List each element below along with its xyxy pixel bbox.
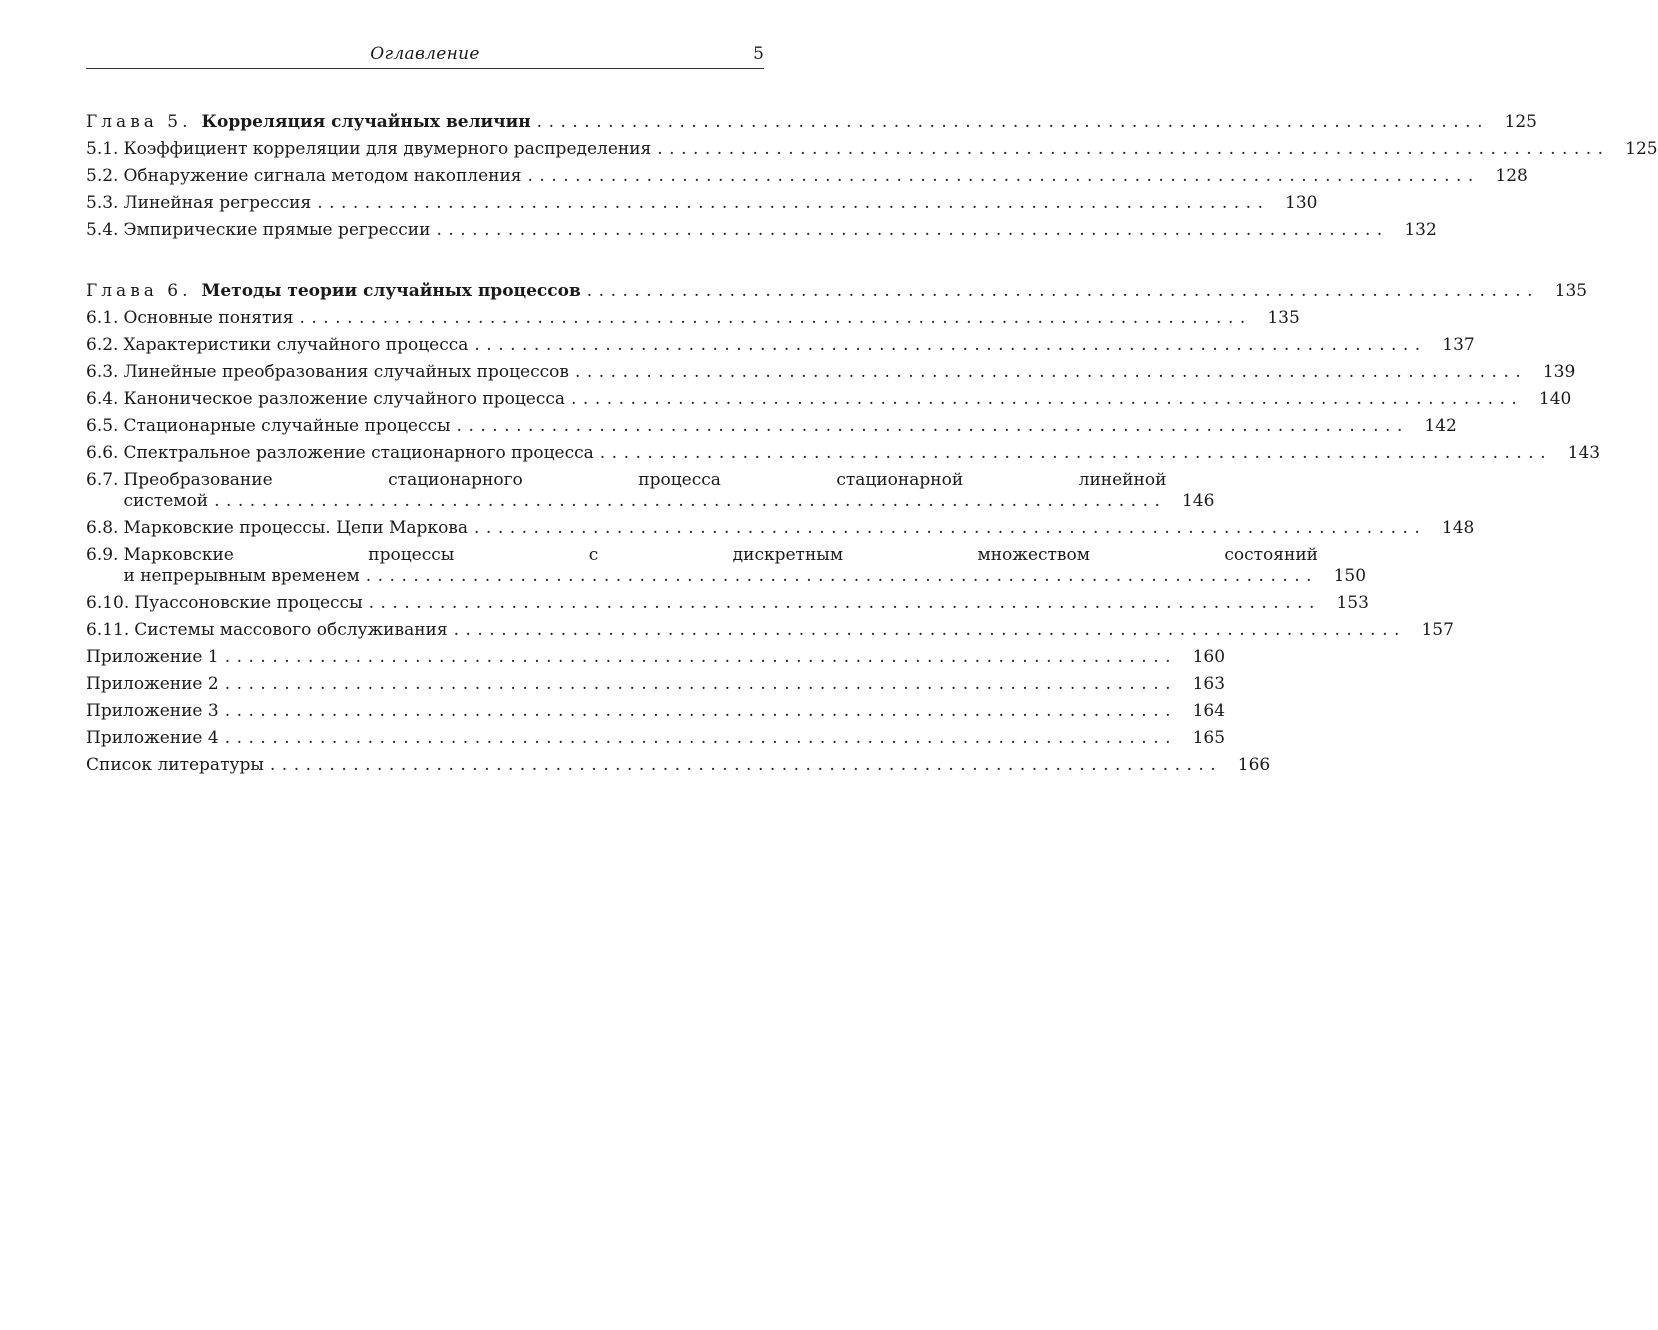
toc-page: 125 — [1504, 112, 1537, 132]
toc-section-row[interactable] — [86, 386, 1572, 413]
dot-leader: ................................................................................ — [536, 112, 1489, 132]
toc-section-row[interactable] — [86, 545, 1367, 587]
toc-page: 143 — [1567, 443, 1601, 463]
section-title: Стационарные случайные процессы — [123, 416, 451, 436]
running-title: Оглавление — [370, 44, 480, 64]
page — [86, 0, 1658, 779]
section-number: 6.4. — [86, 389, 119, 409]
toc-section-row[interactable] — [86, 190, 1318, 217]
toc-page: 146 — [1181, 491, 1215, 511]
toc-chapter-row[interactable] — [86, 278, 1588, 305]
toc-appendix-row[interactable] — [86, 644, 1226, 671]
section-number: 5.4. — [86, 220, 119, 240]
appendix-title: Приложение 4 — [86, 728, 219, 748]
section-number: 6.8. — [86, 518, 119, 538]
section-title: Каноническое разложение случайного процесса — [123, 389, 566, 409]
dot-leader: ................................................................................ — [224, 701, 1178, 721]
toc-section-row[interactable] — [86, 217, 1437, 244]
table-of-contents — [86, 109, 1658, 779]
title-word: процессы — [368, 545, 455, 565]
page-number: 5 — [753, 44, 764, 64]
title-word: процесса — [638, 470, 721, 490]
section-number: 6.1. — [86, 308, 119, 328]
section-number: 6.6. — [86, 443, 119, 463]
toc-page: 125 — [1625, 139, 1658, 159]
section-title-line1 — [123, 545, 1318, 566]
section-title: Эмпирические прямые регрессии — [123, 220, 431, 240]
toc-page: 157 — [1421, 620, 1454, 640]
section-title: Пуассоновские процессы — [134, 593, 363, 613]
section-title: Обнаружение сигнала методом накопления — [123, 166, 522, 186]
section-number: 5.3. — [86, 193, 119, 213]
section-number: 5.2. — [86, 166, 119, 186]
chapter-5 — [86, 109, 1658, 244]
section-number: 6.7. — [86, 470, 119, 490]
toc-section-row[interactable] — [86, 440, 1601, 467]
title-word: стационарного — [388, 470, 523, 490]
dot-leader: ................................................................................ — [586, 281, 1540, 301]
running-head — [86, 0, 764, 69]
dot-leader: ................................................................................ — [317, 193, 1270, 213]
dot-leader: ................................................................................ — [657, 139, 1610, 159]
chapter-title: Методы теории случайных процессов — [201, 281, 581, 301]
appendix-block — [86, 644, 1271, 779]
dot-leader: ................................................................................ — [299, 308, 1252, 328]
section-title-line2: системой — [123, 491, 209, 511]
toc-page: 130 — [1285, 193, 1318, 213]
dot-leader: ................................................................................ — [214, 491, 1167, 511]
title-word: стационарной — [836, 470, 964, 490]
section-title: Основные понятия — [123, 308, 294, 328]
toc-appendix-row[interactable] — [86, 698, 1226, 725]
section-title: Коэффициент корреляции для двумерного распределения — [123, 139, 652, 159]
toc-section-row[interactable] — [86, 359, 1576, 386]
section-number: 6.3. — [86, 362, 119, 382]
toc-section-row[interactable] — [86, 305, 1300, 332]
toc-page: 164 — [1192, 701, 1226, 721]
section-number: 5.1. — [86, 139, 119, 159]
dot-leader: ................................................................................ — [224, 674, 1178, 694]
chapter-label: Глава 6. — [86, 281, 192, 301]
dot-leader: ................................................................................ — [224, 647, 1178, 667]
dot-leader: ................................................................................ — [224, 728, 1178, 748]
chapter-title: Корреляция случайных величин — [201, 112, 531, 132]
toc-page: 139 — [1542, 362, 1576, 382]
section-title: Характеристики случайного процесса — [123, 335, 469, 355]
dot-leader: ................................................................................ — [474, 518, 1427, 538]
toc-page: 153 — [1336, 593, 1369, 613]
dot-leader: ................................................................................ — [436, 220, 1389, 240]
toc-page: 135 — [1267, 308, 1300, 328]
dot-leader: ................................................................................ — [453, 620, 1406, 640]
toc-appendix-row[interactable] — [86, 671, 1226, 698]
dot-leader: ................................................................................ — [365, 566, 1319, 586]
section-number: 6.9. — [86, 545, 119, 565]
toc-chapter-row[interactable] — [86, 109, 1537, 136]
dot-leader: ................................................................................ — [474, 335, 1427, 355]
section-title: Марковские процессы. Цепи Маркова — [123, 518, 469, 538]
section-title-line2: и непрерывным временем — [123, 566, 360, 586]
section-number: 6.10. — [86, 593, 130, 613]
toc-section-row[interactable] — [86, 590, 1369, 617]
chapter-label: Глава 5. — [86, 112, 192, 132]
dot-leader: ................................................................................ — [571, 389, 1524, 409]
dot-leader: ................................................................................ — [456, 416, 1409, 436]
toc-page: 165 — [1192, 728, 1226, 748]
title-word: линейной — [1078, 470, 1167, 490]
section-number: 6.5. — [86, 416, 119, 436]
appendix-title: Приложение 3 — [86, 701, 219, 721]
toc-bibliography-row[interactable] — [86, 752, 1271, 779]
title-word: состояний — [1224, 545, 1318, 565]
section-title: Системы массового обслуживания — [134, 620, 448, 640]
title-word: дискретным — [732, 545, 844, 565]
appendix-title: Приложение 1 — [86, 647, 219, 667]
toc-page: 142 — [1424, 416, 1457, 436]
chapter-6 — [86, 278, 1601, 644]
toc-page: 137 — [1442, 335, 1475, 355]
toc-page: 140 — [1538, 389, 1572, 409]
section-title: Линейная регрессия — [123, 193, 312, 213]
bibliography-title: Список литературы — [86, 755, 264, 775]
dot-leader: ................................................................................ — [599, 443, 1553, 463]
toc-page: 148 — [1441, 518, 1475, 538]
title-word: с — [588, 545, 599, 565]
dot-leader: ................................................................................ — [574, 362, 1528, 382]
title-word: множеством — [977, 545, 1090, 565]
toc-page: 166 — [1237, 755, 1271, 775]
dot-leader: ................................................................................ — [269, 755, 1223, 775]
dot-leader: ................................................................................ — [368, 593, 1321, 613]
section-title-line1 — [123, 470, 1166, 491]
toc-page: 128 — [1495, 166, 1528, 186]
dot-leader: ................................................................................ — [527, 166, 1480, 186]
section-number: 6.11. — [86, 620, 130, 640]
toc-section-row[interactable] — [86, 617, 1454, 644]
section-title: Спектральное разложение стационарного процесса — [123, 443, 594, 463]
toc-section-row[interactable] — [86, 470, 1215, 512]
toc-page: 163 — [1192, 674, 1226, 694]
section-title: Линейные преобразования случайных процессов — [123, 362, 569, 382]
title-word: Марковские — [123, 545, 234, 565]
toc-section-row[interactable] — [86, 332, 1475, 359]
toc-appendix-row[interactable] — [86, 725, 1226, 752]
toc-section-row[interactable] — [86, 136, 1658, 163]
toc-page: 160 — [1192, 647, 1226, 667]
section-number: 6.2. — [86, 335, 119, 355]
toc-page: 135 — [1554, 281, 1588, 301]
title-word: Преобразование — [123, 470, 273, 490]
toc-section-row[interactable] — [86, 413, 1457, 440]
toc-section-row[interactable] — [86, 163, 1528, 190]
toc-page: 150 — [1333, 566, 1367, 586]
toc-section-row[interactable] — [86, 515, 1475, 542]
appendix-title: Приложение 2 — [86, 674, 219, 694]
toc-page: 132 — [1404, 220, 1437, 240]
